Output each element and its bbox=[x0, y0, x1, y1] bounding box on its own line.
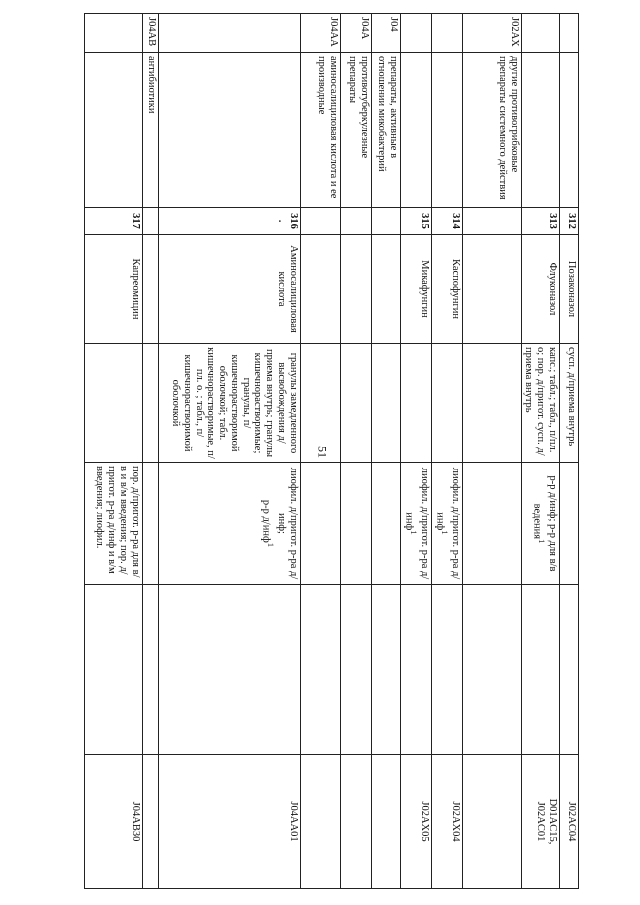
drug-table bbox=[84, 13, 579, 889]
drug-name bbox=[300, 235, 340, 344]
drug-name: Аминосалициловая кислота bbox=[158, 235, 300, 344]
code-cell: J04A bbox=[340, 14, 371, 53]
blank-cell bbox=[300, 585, 340, 755]
num-cell bbox=[300, 208, 340, 235]
parenteral-forms bbox=[400, 463, 431, 585]
footnote-mark: 1 bbox=[409, 530, 419, 535]
blank-cell bbox=[521, 585, 559, 755]
table-row bbox=[371, 14, 400, 889]
blank-cell bbox=[158, 585, 300, 755]
parenteral-text: лиофил. д/пригот. р-ра д/инф bbox=[434, 467, 461, 580]
row-number: 317 bbox=[84, 208, 142, 235]
atc-code: J02AX04 bbox=[431, 755, 462, 889]
code-cell bbox=[521, 14, 559, 53]
table-row bbox=[431, 14, 462, 889]
code-cell bbox=[84, 14, 142, 53]
drug-name bbox=[142, 235, 158, 344]
atc-code: D01AC15, J02AC01 bbox=[521, 755, 559, 889]
drug-name: Позаконазол bbox=[560, 235, 579, 344]
drug-table-rotated bbox=[94, 13, 579, 888]
blank-cell bbox=[560, 585, 579, 755]
atc-code bbox=[371, 755, 400, 889]
code-cell bbox=[431, 14, 462, 53]
atc-code bbox=[300, 755, 340, 889]
parenteral-forms bbox=[431, 463, 462, 585]
blank-cell bbox=[84, 585, 142, 755]
code-cell bbox=[158, 14, 300, 53]
blank-cell bbox=[400, 585, 431, 755]
drug-name bbox=[371, 235, 400, 344]
group-name-cell: противотуберкулезные препараты bbox=[340, 53, 371, 208]
footnote-mark: 1 bbox=[537, 539, 548, 544]
atc-code: J02AC04 bbox=[560, 755, 579, 889]
group-name-cell: антибиотики bbox=[142, 53, 158, 208]
table-row bbox=[521, 14, 559, 889]
code-cell bbox=[560, 14, 579, 53]
code-cell bbox=[400, 14, 431, 53]
parenteral-text: р-р д/инф; р-р для в/в ведения bbox=[531, 475, 558, 572]
parenteral-forms bbox=[158, 463, 300, 585]
oral-forms bbox=[340, 344, 371, 463]
oral-forms: сусп. д/приема внутрь bbox=[560, 344, 579, 463]
group-name-cell: препараты, активные в отношении микобактерий bbox=[371, 53, 400, 208]
group-name-cell bbox=[400, 53, 431, 208]
table-row bbox=[300, 14, 340, 889]
blank-cell bbox=[142, 585, 158, 755]
row-number: 314 bbox=[431, 208, 462, 235]
row-number: 313 bbox=[521, 208, 559, 235]
blank-cell bbox=[340, 585, 371, 755]
table-row bbox=[340, 14, 371, 889]
num-cell bbox=[371, 208, 400, 235]
page-number: 51 bbox=[315, 446, 330, 458]
drug-name: Флуконазол bbox=[521, 235, 559, 344]
table-row bbox=[142, 14, 158, 889]
atc-code: J04AA01 bbox=[158, 755, 300, 889]
code-cell: J02AX bbox=[462, 14, 521, 53]
oral-forms: капс.; табл.; табл., п/пл. о; пор. д/пригот. сусп. д/приема внутрь bbox=[521, 344, 559, 463]
oral-forms bbox=[300, 344, 340, 463]
group-name-cell: аминосалициловая кислота и ее производные bbox=[300, 53, 340, 208]
blank-cell bbox=[431, 585, 462, 755]
drug-name: Каспофунгин bbox=[431, 235, 462, 344]
table-row bbox=[560, 14, 579, 889]
oral-forms bbox=[400, 344, 431, 463]
parenteral-forms bbox=[521, 463, 559, 585]
group-name-cell bbox=[158, 53, 300, 208]
parenteral-forms bbox=[560, 463, 579, 585]
oral-forms bbox=[462, 344, 521, 463]
oral-forms bbox=[371, 344, 400, 463]
atc-code bbox=[142, 755, 158, 889]
footnote-mark: 1 bbox=[440, 530, 450, 535]
parenteral-forms bbox=[371, 463, 400, 585]
drug-name: Капреомицин bbox=[84, 235, 142, 344]
footnote-mark: 1 bbox=[266, 542, 277, 548]
parenteral-forms bbox=[462, 463, 521, 585]
atc-code: J02AX05 bbox=[400, 755, 431, 889]
table-row bbox=[400, 14, 431, 889]
drug-name bbox=[462, 235, 521, 344]
parenteral-text: лиофил. д/пригот. р-ра д/инф; р-р д/инф bbox=[260, 467, 299, 580]
group-name-cell bbox=[431, 53, 462, 208]
drug-name bbox=[340, 235, 371, 344]
parenteral-forms: пор. д/пригот. р-ра для в/в и в/м введения; пор. д/пригот. р-ра д/инф и в/м введения; лиофил. bbox=[84, 463, 142, 585]
code-cell: J04AA bbox=[300, 14, 340, 53]
parenteral-forms bbox=[300, 463, 340, 585]
num-cell bbox=[462, 208, 521, 235]
group-name-cell bbox=[521, 53, 559, 208]
atc-code bbox=[340, 755, 371, 889]
num-cell bbox=[142, 208, 158, 235]
drug-name: Микафунгин bbox=[400, 235, 431, 344]
oral-forms bbox=[84, 344, 142, 463]
table-row bbox=[84, 14, 142, 889]
parenteral-forms bbox=[340, 463, 371, 585]
atc-code: J04AB30 bbox=[84, 755, 142, 889]
row-number: 316 . bbox=[158, 208, 300, 235]
parenteral-forms bbox=[142, 463, 158, 585]
table-row bbox=[158, 14, 300, 889]
atc-code bbox=[462, 755, 521, 889]
parenteral-text: лиофил. д/пригот. р-ра д/инф bbox=[403, 467, 430, 580]
oral-forms bbox=[431, 344, 462, 463]
group-name-cell bbox=[84, 53, 142, 208]
row-number: 315 bbox=[400, 208, 431, 235]
row-number: 312 bbox=[560, 208, 579, 235]
oral-forms: гранулы замедленного высвобождения д/приема внутрь; гранулы кишечнорастворимые; гранулы, п/кишечнорастворимой оболочкой; табл. кишечнорастворимые, п/пл. о. ; табл., п/кишечнорастворимой оболочкой bbox=[158, 344, 300, 463]
oral-forms bbox=[142, 344, 158, 463]
table-row bbox=[462, 14, 521, 889]
code-cell: J04AB bbox=[142, 14, 158, 53]
blank-cell bbox=[371, 585, 400, 755]
group-name-cell bbox=[560, 53, 579, 208]
code-cell: J04 bbox=[371, 14, 400, 53]
group-name-cell: другие противогрибковые препараты системного действия bbox=[462, 53, 521, 208]
blank-cell bbox=[462, 585, 521, 755]
num-cell bbox=[340, 208, 371, 235]
